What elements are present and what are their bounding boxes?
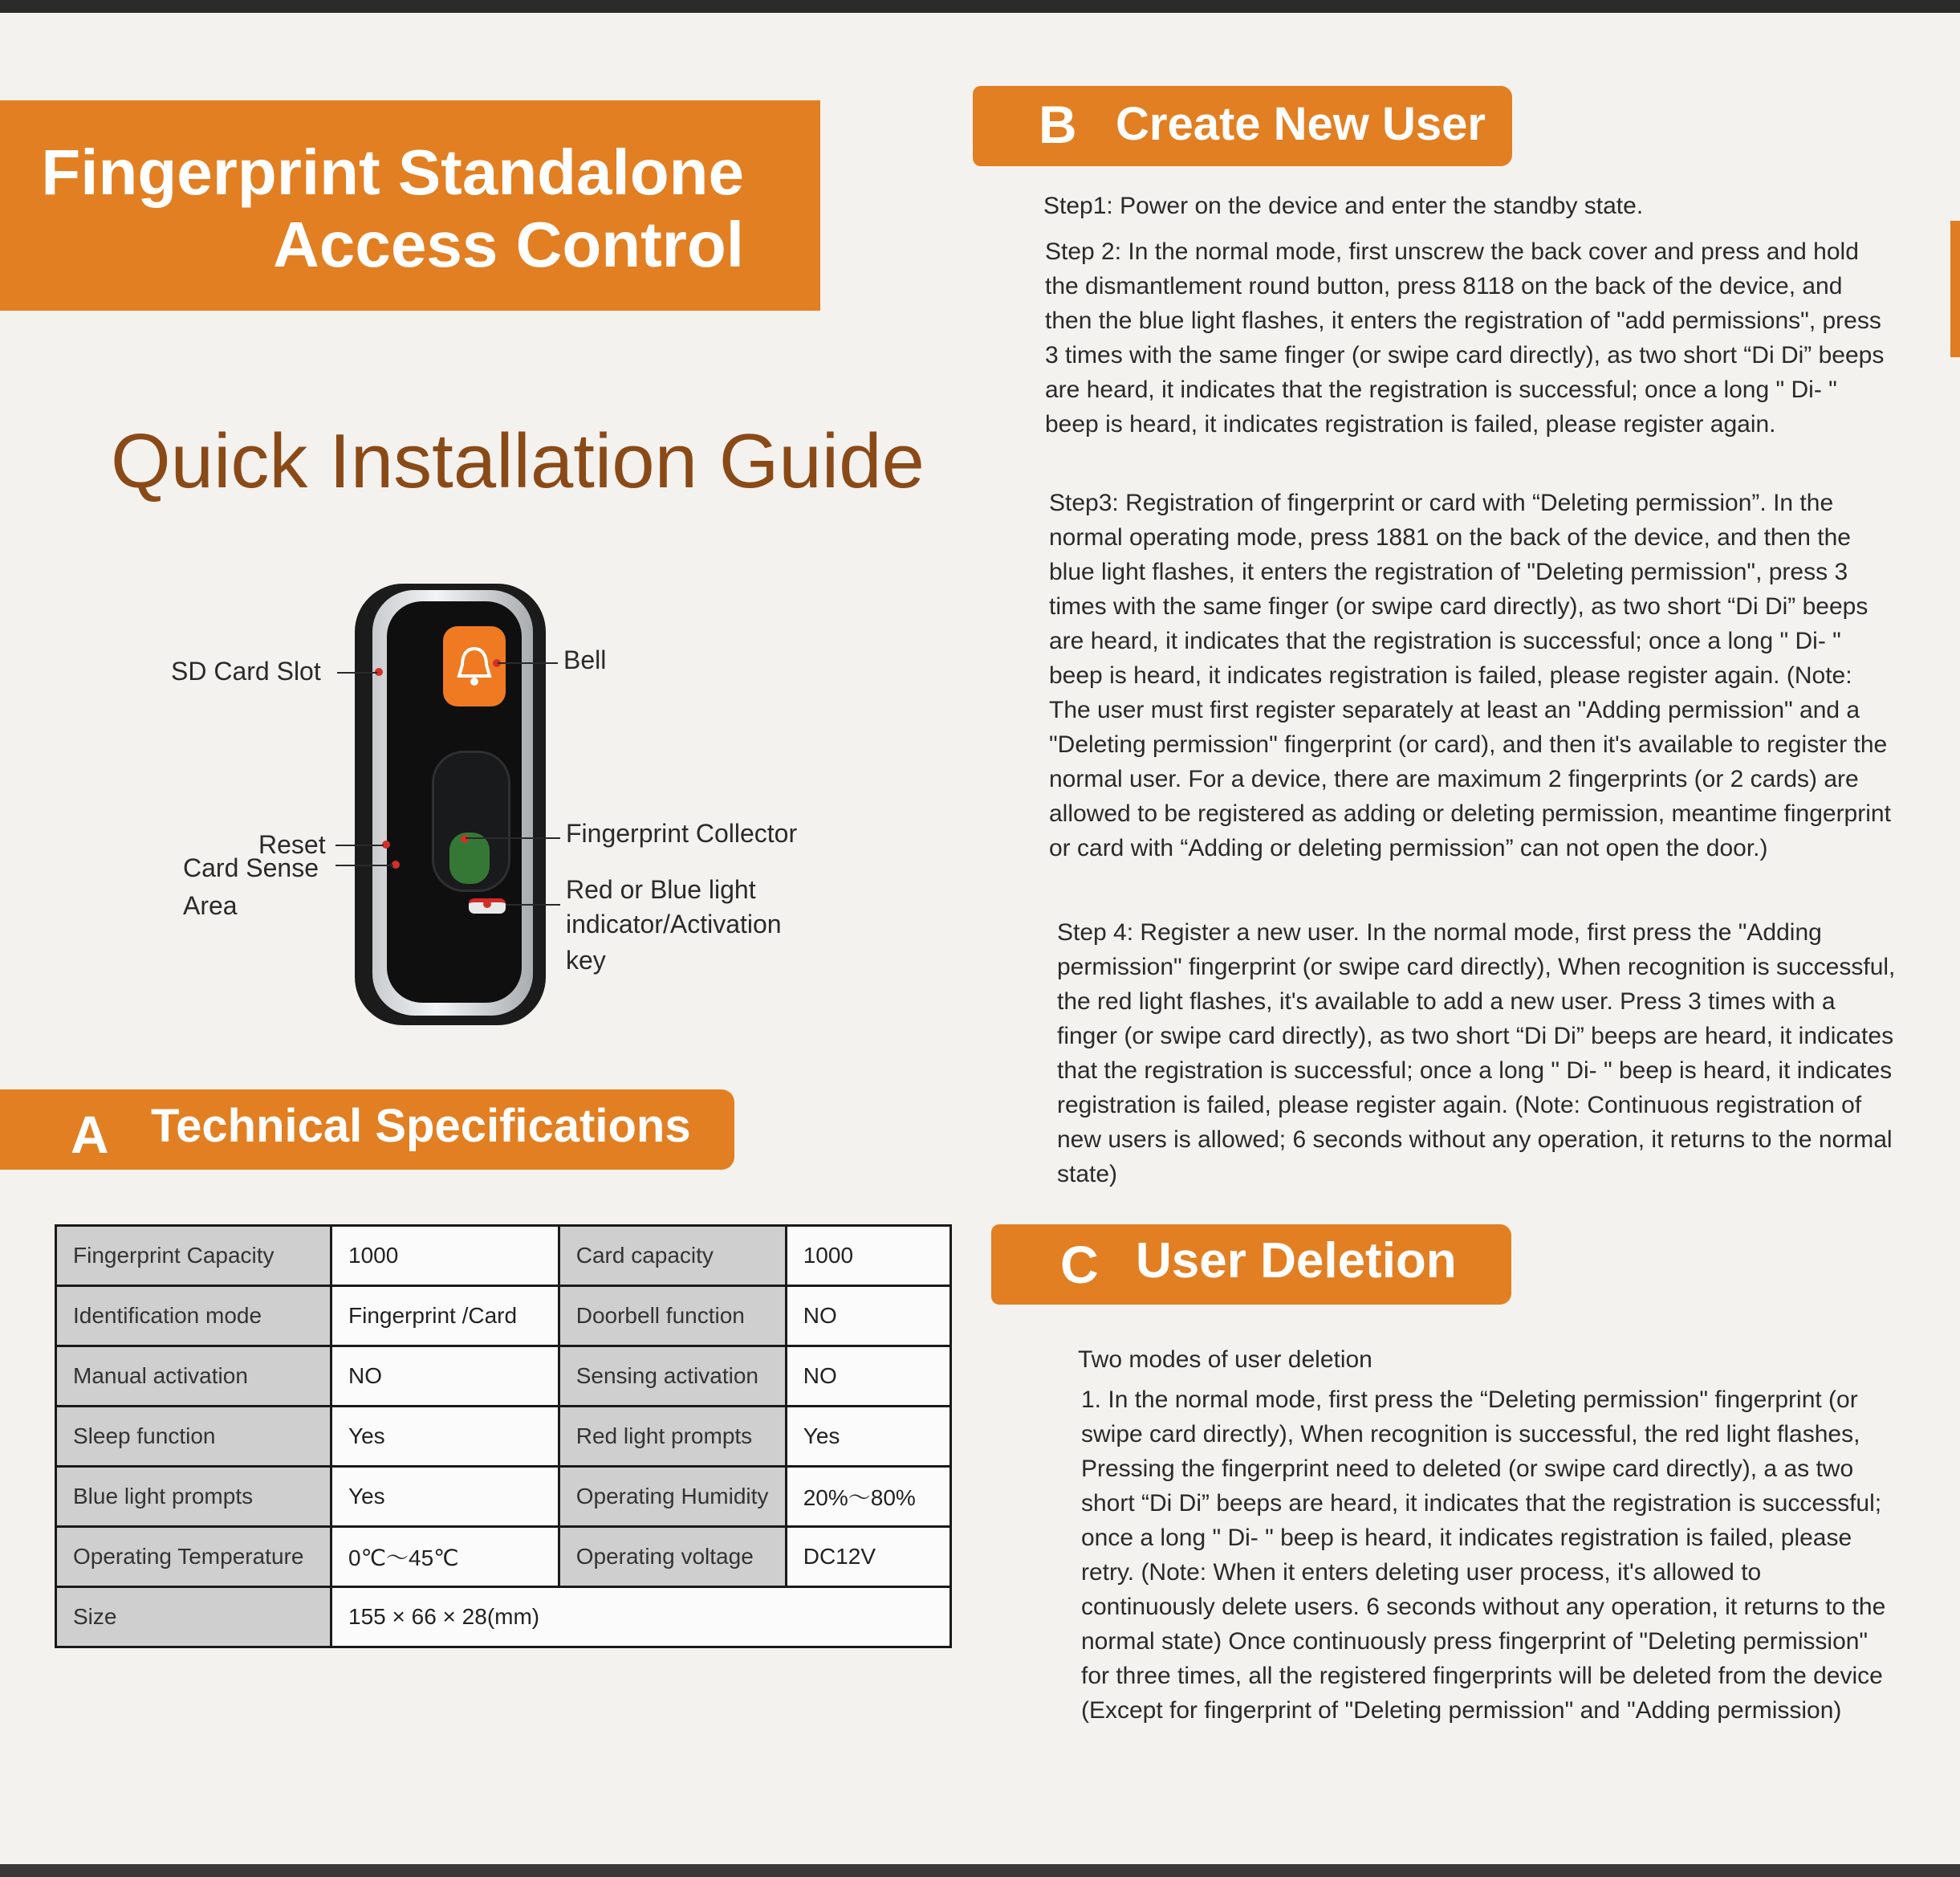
card-sense-leader xyxy=(335,865,393,866)
section-c-title: User Deletion xyxy=(1136,1233,1457,1289)
reset-leader xyxy=(335,845,384,846)
title-banner xyxy=(0,100,820,311)
section-b-step3: Step3: Registration of fingerprint or card with “Deleting permission”. In the normal operating mode, press 1881 on the back of the device, and then the blue light flashes, it enters the registration of "Deleting permission", press 3 times with the same finger (or swipe card directly), as two short “Di Di” beeps are heard, it indicates that the registration is successful; once a long " Di- " beep is heard, it indicates registration is failed, please register again. (Note: The user must first register separately at least an "Adding permission" and a "Deleting permission" fingerprint (or card), and then it's available to register the normal user. For a device, there are maximum 2 fingerprints (or 2 cards) are allowed to be registered as adding or deleting permission, meantime fingerprint or card with “Adding or deleting permission” can not open the door.) xyxy=(1049,490,1891,861)
spec-value: NO xyxy=(786,1286,950,1346)
spec-key: Red light prompts xyxy=(559,1407,786,1467)
guide-title: Quick Installation Guide xyxy=(111,418,925,504)
spec-value: 0℃～45℃ xyxy=(331,1527,559,1587)
section-c-intro: Two modes of user deletion xyxy=(1078,1346,1372,1373)
spec-value: Yes xyxy=(786,1407,950,1467)
title-line-1: Fingerprint Standalone xyxy=(41,136,744,208)
section-b-step4: Step 4: Register a new user. In the normal mode, first press the "Adding permission" fingerprint (or swipe card directly), When recognition is successful, the red light flashes, it's available to add a new user. Press 3 times with a finger (or swipe card directly), as two short “Di Di” beeps are heard, it indicates that the registration is successful; once a long " Di- " beep is heard, it indicates registration is failed, please register again. (Note: Continuous registration of new users is allowed; 6 seconds without any operation, it returns to the normal state) xyxy=(1057,919,1896,1187)
spec-value: Yes xyxy=(331,1467,559,1527)
title-line-2: Access Control xyxy=(273,209,744,280)
bell-leader xyxy=(498,662,558,664)
sd-card-slot-label: SD Card Slot xyxy=(171,657,321,686)
spec-value: 1000 xyxy=(786,1226,950,1286)
spec-value: NO xyxy=(331,1346,559,1407)
spec-value: 20%～80% xyxy=(786,1467,950,1527)
card-sense-label-line1: Card Sense xyxy=(183,853,319,882)
spec-key: Doorbell function xyxy=(559,1286,786,1346)
fingerprint-sensor-glow xyxy=(449,833,490,884)
reset-label: Reset xyxy=(258,830,326,859)
spec-key: Blue light prompts xyxy=(56,1467,331,1527)
section-a-header xyxy=(0,1089,734,1170)
spec-value: 1000 xyxy=(331,1226,559,1286)
table-row xyxy=(56,1286,951,1346)
bottom-edge xyxy=(0,1864,1960,1877)
sd-card-slot-leader xyxy=(337,672,377,674)
section-b-header xyxy=(973,86,1512,166)
spec-value: Fingerprint /Card xyxy=(331,1286,559,1346)
bell-icon xyxy=(454,644,494,689)
fingerprint-collector-label: Fingerprint Collector xyxy=(566,819,798,848)
indicator-label-line2: indicator/Activation xyxy=(566,910,782,938)
spec-table xyxy=(55,1224,952,1648)
spec-key: Size xyxy=(56,1587,331,1647)
table-row xyxy=(56,1346,951,1407)
table-row xyxy=(56,1587,951,1647)
section-b-title: Create New User xyxy=(1116,98,1486,150)
page-edge-mark xyxy=(1950,221,1960,357)
table-row xyxy=(56,1407,951,1467)
spec-key: Manual activation xyxy=(56,1346,331,1407)
spec-value: DC12V xyxy=(786,1527,950,1587)
indicator-marker xyxy=(483,900,491,908)
top-edge xyxy=(0,0,1960,13)
table-row xyxy=(56,1226,951,1286)
spec-key: Sleep function xyxy=(56,1407,331,1467)
spec-key: Operating Temperature xyxy=(56,1527,331,1587)
indicator-label-line1: Red or Blue light xyxy=(566,875,756,904)
section-c-letter: C xyxy=(1060,1235,1099,1294)
section-b-step1: Step1: Power on the device and enter the standby state. xyxy=(1043,193,1644,219)
fingerprint-marker xyxy=(461,835,469,843)
section-a-title: Technical Specifications xyxy=(151,1100,691,1152)
bell-label: Bell xyxy=(563,645,607,674)
spec-key: Card capacity xyxy=(559,1226,786,1286)
section-b-step2: Step 2: In the normal mode, first unscrew the back cover and press and hold the dismantlement round button, press 8118 on the back of the device, and then the blue light flashes, it enters the registration of "add permissions", press 3 times with the same finger (or swipe card directly), as two short “Di Di” beeps are heard, it indicates that the registration is successful; once a long " Di- " beep is heard, it indicates registration is failed, please register again. xyxy=(1045,238,1885,438)
spec-value: Yes xyxy=(331,1407,559,1467)
section-b-letter: B xyxy=(1039,95,1077,154)
spec-value: NO xyxy=(786,1346,950,1407)
spec-key: Operating voltage xyxy=(559,1527,786,1587)
spec-key: Sensing activation xyxy=(559,1346,786,1407)
indicator-label-line3: key xyxy=(566,946,606,975)
card-sense-label-line2: Area xyxy=(183,891,238,920)
section-c-header xyxy=(991,1224,1511,1305)
spec-value: 155 × 66 × 28(mm) xyxy=(331,1587,951,1647)
spec-key: Fingerprint Capacity xyxy=(56,1226,331,1286)
table-row xyxy=(56,1527,951,1587)
spec-key: Operating Humidity xyxy=(559,1467,786,1527)
table-row xyxy=(56,1467,951,1527)
fingerprint-collector-leader xyxy=(466,837,560,839)
section-a-letter: A xyxy=(71,1105,109,1164)
section-c-item-1: 1. In the normal mode, first press the “Deleting permission" fingerprint (or swipe card directly), When recognition is successful, the red light flashes, Pressing the fingerprint need to deleted (or swipe card directly), a as two short “Di Di” beeps are heard, it indicates that the registration is successful; once a long " Di- " beep is heard, it indicates registration is failed, please retry. (Note: When it enters deleting user process, it's allowed to continuously delete users. 6 seconds without any operation, it returns to the normal state) Once continuously press fingerprint of "Deleting permission" for three times, all the registered fingerprints will be deleted from the device (Except for fingerprint of "Deleting permission" and "Adding permission) xyxy=(1081,1386,1886,1724)
spec-key: Identification mode xyxy=(56,1286,331,1346)
indicator-leader xyxy=(506,904,560,906)
